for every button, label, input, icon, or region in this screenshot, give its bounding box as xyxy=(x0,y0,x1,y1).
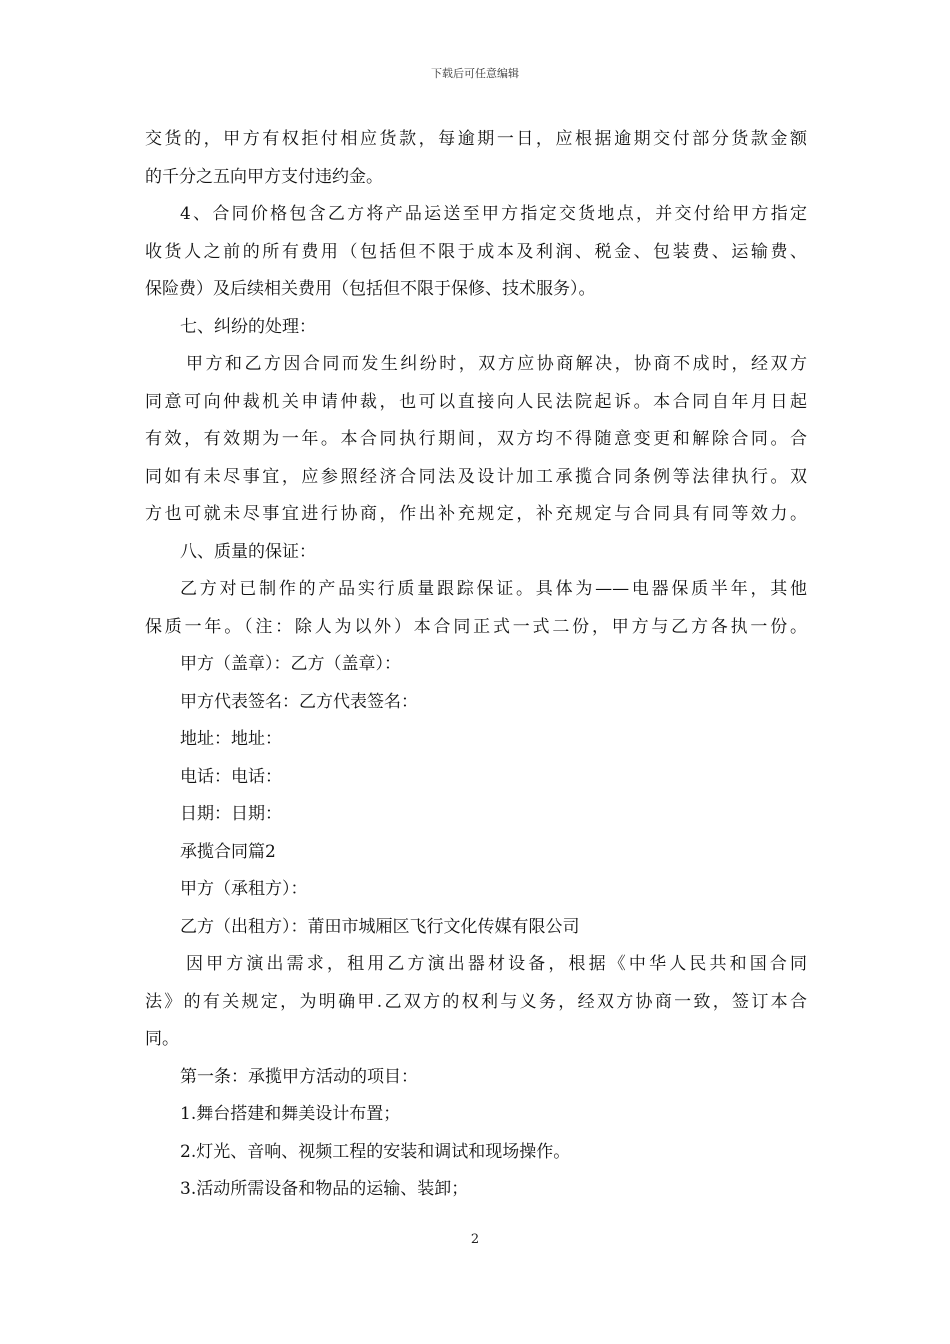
page-header: 下载后可任意编辑 xyxy=(431,67,519,80)
paragraph-line: 法》的有关规定，为明确甲.乙双方的权利与义务，经双方协商一致，签订本合 xyxy=(145,991,807,1012)
signature-line: 甲方代表签名：乙方代表签名： xyxy=(180,691,418,712)
paragraph-line: 交货的，甲方有权拒付相应货款，每逾期一日，应根据逾期交付部分货款金额 xyxy=(145,129,807,149)
list-item: 2.灯光、音响、视频工程的安装和调试和现场操作。 xyxy=(180,1141,571,1162)
paragraph-line: 乙方对已制作的产品实行质量跟踪保证。具体为——电器保质半年，其他 xyxy=(180,579,807,599)
section-heading: 第一条：承揽甲方活动的项目： xyxy=(180,1066,418,1087)
signature-line: 地址：地址： xyxy=(180,729,282,749)
paragraph-line: 因甲方演出需求，租用乙方演出器材设备，根据《中华人民共和国合同 xyxy=(186,954,807,974)
paragraph-line: 同如有未尽事宜，应参照经济合同法及设计加工承揽合同条例等法律执行。双 xyxy=(145,466,807,487)
list-item: 1.舞台搭建和舞美设计布置； xyxy=(180,1104,401,1124)
contract-title: 承揽合同篇2 xyxy=(180,841,276,862)
section-heading: 八、质量的保证： xyxy=(180,541,316,562)
document-body xyxy=(145,121,807,1209)
paragraph-line: 同。 xyxy=(145,1029,179,1049)
paragraph-line: 同意可向仲裁机关申请仲裁，也可以直接向人民法院起诉。本合同自年月日起 xyxy=(145,391,807,412)
party-line: 甲方（承租方）： xyxy=(180,879,308,899)
list-item: 3.活动所需设备和物品的运输、装卸； xyxy=(180,1179,469,1199)
signature-line: 甲方（盖章）：乙方（盖章）： xyxy=(180,654,401,674)
page-number: 2 xyxy=(470,1232,480,1247)
paragraph-line: 方也可就未尽事宜进行协商，作出补充规定，补充规定与合同具有同等效力。 xyxy=(145,504,807,524)
paragraph-line: 甲方和乙方因合同而发生纠纷时，双方应协商解决，协商不成时，经双方 xyxy=(186,354,807,374)
paragraph-line: 收货人之前的所有费用（包括但不限于成本及利润、税金、包装费、运输费、 xyxy=(145,241,807,262)
section-heading: 七、纠纷的处理： xyxy=(180,316,316,337)
paragraph-line: 4、合同价格包含乙方将产品运送至甲方指定交货地点，并交付给甲方指定 xyxy=(180,204,807,224)
paragraph-line: 保质一年。（注：除人为以外）本合同正式一式二份，甲方与乙方各执一份。 xyxy=(145,616,807,637)
paragraph-line: 有效，有效期为一年。本合同执行期间，双方均不得随意变更和解除合同。合 xyxy=(145,429,807,449)
signature-line: 电话：电话： xyxy=(180,766,282,787)
paragraph-line: 保险费）及后续相关费用（包括但不限于保修、技术服务）。 xyxy=(145,279,596,299)
party-line: 乙方（出租方）：莆田市城厢区飞行文化传媒有限公司 xyxy=(180,916,580,937)
paragraph-line: 的千分之五向甲方支付违约金。 xyxy=(145,166,383,187)
signature-line: 日期：日期： xyxy=(180,804,282,824)
